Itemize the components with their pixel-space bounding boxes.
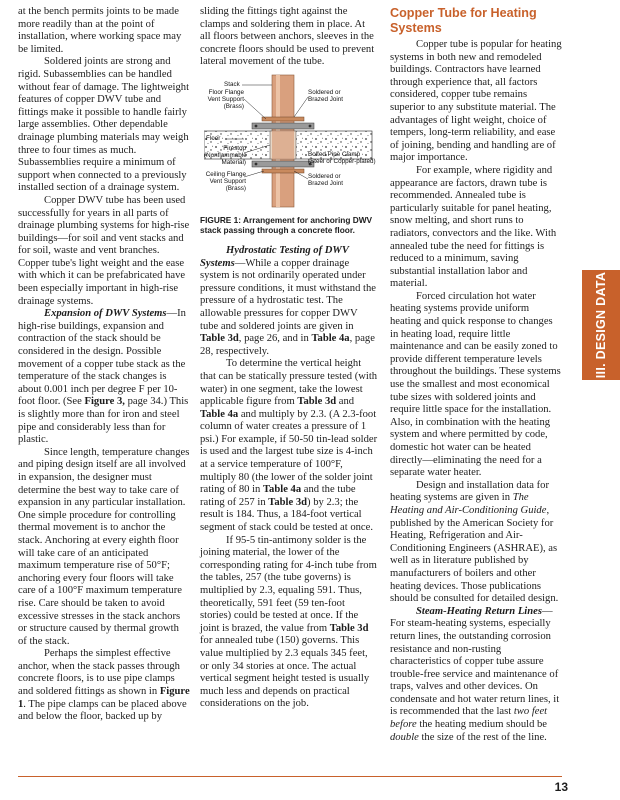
label-line: Soldered or <box>308 88 341 96</box>
text-run: —For steam-heating systems, especially return lines, the outstanding corrosion resistance and non-rusting characteristics of copper tube assure trouble-free service and maintenance of traps, valves and other devices. On condensate and hot water return lines, it is recommended that the last <box>390 605 560 718</box>
paragraph-expansion <box>18 308 190 447</box>
label-line: Soldered or <box>308 172 341 180</box>
floor-flange-support <box>262 117 304 121</box>
paragraph: Copper DWV tube has been used successfully for years in all parts of drainage plumbing systems for high-rise buildings—for soil and vent stacks and for soil, waste and vent branches. Copper tube's light weight and the ease with which it can be prefabricated have been especially important in high-rise drainage systems. <box>18 194 190 307</box>
text-run: and multiply by 2.3. (A 2.3-foot column of water creates a pressure of 1 psi.) For example, if 50-50 tin-lead solder is used and the largest tube size is 4-inch at a service temperature of 100°F, multiply 80 (the lower of the solder joint rating of 80 in <box>200 408 378 496</box>
paragraph: at the bench permits joints to be made more readily than at the point of installation, where working space may be limited. <box>18 6 182 55</box>
figure-reference: Figure 1 <box>18 686 190 710</box>
paragraph: sliding the fittings tight against the clamps and soldering them in place. At all floors between anchors, sleeves in the concrete floors should be used to prevent lateral movement of the tube. <box>200 6 375 68</box>
label-line: Firestop <box>223 144 246 152</box>
paragraph-steam-heating <box>390 606 562 745</box>
section-side-tab <box>582 270 620 380</box>
figure-caption: FIGURE 1: Arrangement for anchoring DWV stack passing through a concrete floor. <box>200 214 373 235</box>
label-stack: Stack <box>224 80 240 88</box>
emphasis: two feet before <box>390 706 548 731</box>
paragraph <box>18 648 190 724</box>
text-run: , published by the American Society for Heating, Refrigeration and Air-Conditioning Engineers (ASHRAE), as well as in literature published by manufacturers of boilers and other heating devices. Those publications should be consulted for detailed design. <box>390 504 559 605</box>
run-in-heading: Steam-Heating Return Lines <box>416 605 542 617</box>
paragraph-hydrostatic <box>200 245 378 358</box>
text-run: the heating medium should be <box>416 719 548 731</box>
text-run: and the tube rating of 257 in <box>200 484 356 508</box>
paragraph: Forced circulation hot water heating systems provide uniform heating and quick response to changes in heating load, require little maintenance and can be easily zoned to provide different temperature levels throughout the buildings. These systems use the smallest and most economical tube sizes with soldered joints and require little space for the installation. Also, in combination with the heating system and where permitted by code, domestic hot water can be heated directly—eliminating the need for a separate water heater. <box>390 290 561 479</box>
text-run: ) by 2.3; the result is 184. Thus, a 184-foot vertical segment of stack could be tested at once. <box>200 496 373 534</box>
table-reference: Table 4a <box>311 333 350 345</box>
paragraph <box>200 358 378 534</box>
text-run: , page 26, and in <box>238 333 312 345</box>
table-reference: Table 4a <box>200 408 239 420</box>
text-run: , page 28, respectively. <box>200 333 375 357</box>
label-line: Floor Flange <box>208 88 244 96</box>
label-line: (Nonflammable <box>204 151 247 159</box>
table-reference: Table 4a <box>262 484 302 496</box>
label-soldered-top <box>308 89 343 103</box>
label-line: Material) <box>221 158 246 166</box>
table-reference: Table 3d <box>297 396 337 408</box>
side-tab-label: III. DESIGN DATA <box>594 271 608 379</box>
text-run: To determine the vertical height that can be statically pressure tested (with water) in one segment, take the lowest applicable figure from <box>200 358 378 408</box>
label-line: Bolted Pipe Clamp <box>308 150 361 158</box>
figure-reference: Figure 3, <box>84 396 125 408</box>
label-line: Brazed Joint <box>308 95 344 103</box>
text-run: —While a copper drainage system is not ordinarily operated under pressure conditions, it must withstand the pressure of a hydrostatic test. The allowable pressures for copper DWV tube and soldered joints are given in <box>200 257 376 332</box>
text-run: and <box>336 396 355 408</box>
text-run: . The pipe clamps can be placed above and below the floor, backed up by <box>18 698 187 723</box>
text-run: —In high-rise buildings, expansion and contraction of the stack should be considered in the design. Possible movement of a copper tube stack as the temperature of the stack changes is about 0.001 inch per degree F per 10-foot floor. (See <box>18 308 186 408</box>
label-line: Brazed Joint <box>308 179 344 187</box>
label-line: Ceiling Flange <box>205 170 246 178</box>
paragraph <box>390 480 562 606</box>
label-bolted-clamp <box>308 151 376 165</box>
label-floor: Floor <box>206 134 221 142</box>
label-soldered-bottom <box>308 173 343 187</box>
paragraph: Soldered joints are strong and rigid. Subassemblies can be handled without fear of damage. The lightweight features of copper DWV tube and fittings make it possible to handle fairly large assemblies. Other dependable drainage plumbing materials may weigh three to four times as much. Subassemblies require a minimum of support when connected to a previously installed section of a drainage system. <box>18 56 190 194</box>
column-left <box>18 6 190 724</box>
publication-title: The Heating and Air-Conditioning Guide <box>390 492 547 516</box>
label-line: (Brass) <box>225 184 246 192</box>
paragraph: For example, where rigidity and appearance are factors, drawn tube is recommended. Annealed tube is particularly suitable for panel heating, snow melting, and short runs to radiators, convectors and the like. With annealed tube the need for fittings is reduced to a minimum, saving substantial installation labor and material. <box>390 164 557 290</box>
run-in-heading: Hydrostatic Testing of DWV Systems <box>200 244 349 269</box>
page-number: 13 <box>554 780 568 794</box>
column-middle <box>200 6 378 711</box>
figure-1-diagram <box>204 73 376 209</box>
paragraph: Since length, temperature changes and piping design itself are all involved in expansion, the designer must determine the best way to take care of expansion in any particular installation. One simple procedure for controlling thermal movement is to anchor the stack. Anchoring at every eighth floor will take care of an anticipated maximum temperature rise of 50°F; anchoring every four floors will take care of a 100°F maximum temperature rise. Care should be taken to avoid excessive stresses in the stack anchors or structure caused by thermal growth of the stack. <box>18 446 190 647</box>
table-reference: Table 3d <box>268 496 308 508</box>
text-run: for annealed tube (150) governs. This value multiplied by 2.3 equals 345 feet, or only 34 stories at once. The actual vertical segment height tested is usually much less and depends on practical considerations on the job. <box>200 635 370 710</box>
label-firestop <box>204 145 246 166</box>
label-floor-flange <box>204 89 244 110</box>
label-line: Vent Support <box>209 177 246 185</box>
top-pipe-clamp <box>252 123 314 129</box>
text-run: the size of the rest of the line. <box>418 731 547 743</box>
text-run: page 34.) This is slightly more than for iron and steel pipe and considerably less than for plastic. <box>18 396 189 446</box>
table-reference: Table 3d <box>200 333 239 345</box>
ceiling-flange-support <box>262 169 304 173</box>
text-run: Perhaps the simplest effective anchor, when the stack passes through concrete floors, is to use pipe clamps and soldered fittings as shown in <box>18 648 180 698</box>
text-run: Design and installation data for heating systems are given in <box>390 479 549 504</box>
label-line: (Steel or Copper-plated) <box>308 157 376 165</box>
label-ceiling-flange <box>204 171 246 192</box>
run-in-heading: Expansion of DWV Systems <box>44 308 167 320</box>
paragraph <box>200 535 378 711</box>
label-line: Vent Support <box>207 95 244 103</box>
bottom-pipe-clamp <box>252 161 314 167</box>
footer-rule <box>18 776 562 777</box>
stack-through-slab <box>272 131 294 159</box>
emphasis: double <box>390 731 419 743</box>
paragraph: Copper tube is popular for heating systems in both new and remodeled buildings. Contractors have learned through experience that, all factors considered, copper tube remains superior to any substitute material. The advantages of light weight, choice of tempers, long-term reliability, and ease of joining, bending and handling are of major importance. <box>390 39 562 164</box>
column-right <box>390 6 562 744</box>
table-reference: Table 3d <box>329 622 369 634</box>
label-line: (Brass) <box>223 102 244 110</box>
text-run: If 95-5 tin-antimony solder is the joining material, the lower of the corresponding rating for 4-inch tube from the tables, 257 (the tube governs) is multiplied by 2.3, equaling 591. Thus, theoretically, 591 feet (59 ten-foot stories) could be tested at once. If the joint is brazed, the value from <box>200 534 377 634</box>
section-heading: Copper Tube for Heating Systems <box>390 6 537 35</box>
